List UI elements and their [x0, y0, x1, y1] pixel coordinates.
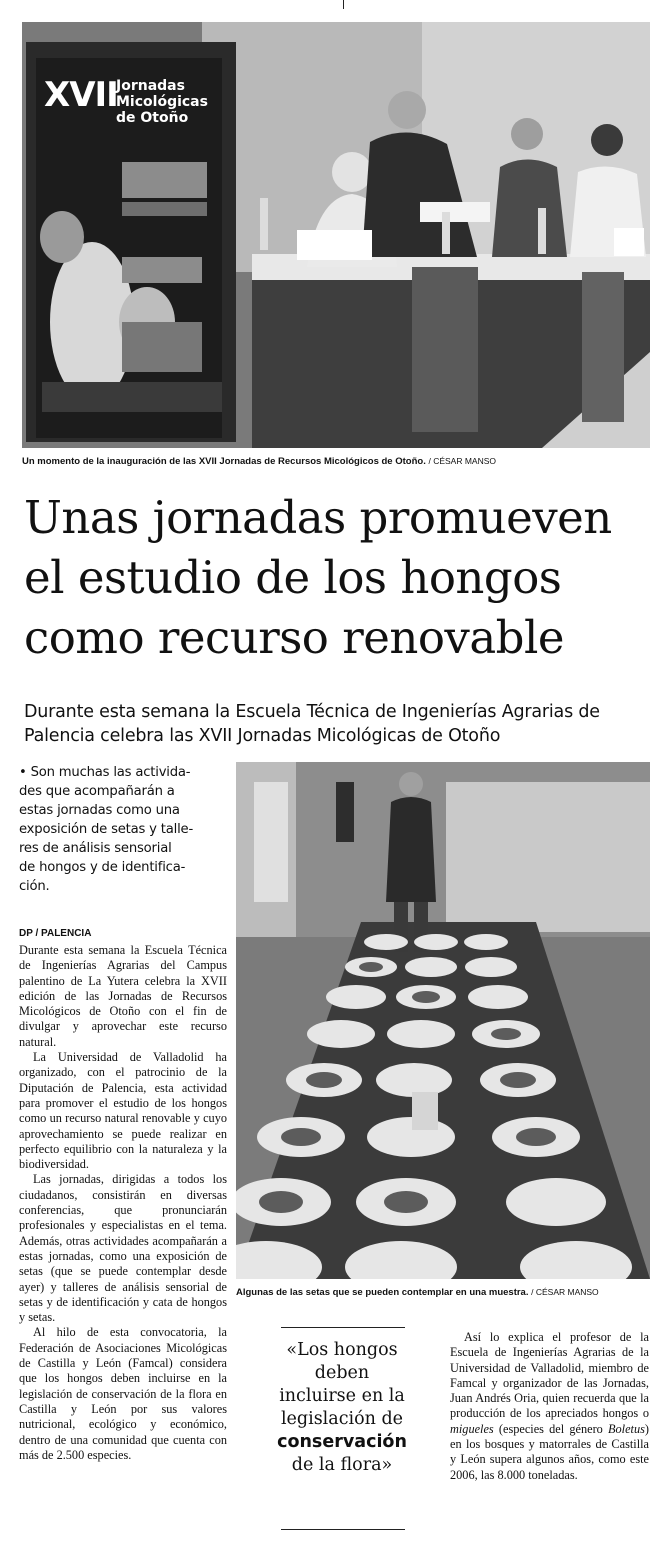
headline-line3: como recurso renovable: [24, 611, 564, 664]
bullet-line: de hongos y de identifica-: [19, 860, 186, 875]
quote-line5: conservación: [277, 1432, 407, 1452]
quote-line4: legislación de: [280, 1409, 404, 1429]
pull-quote: [258, 1339, 426, 1477]
photo1-caption-text: Un momento de la inauguración de las XVII Jornadas de Recursos Micológicos de Otoño.: [22, 456, 426, 467]
body-paragraph: Durante esta semana la Escuela Técnica de Ingenierías Agrarias del Campus palentino de La Yutera celebra la XVII edición de las Jornadas de Recursos Micológicos de Otoño con el fin de divulgar y aprovechar este recurso natural.: [19, 943, 227, 1049]
quote-line2: deben: [314, 1363, 370, 1383]
headline: [24, 488, 612, 668]
body-text: ) en los bosques y matorrales de Castilla y León supera algunos años, como este 2006, las 8.000 toneladas.: [450, 1421, 649, 1482]
subheadline: [24, 700, 600, 748]
quote-line6: de la flora»: [291, 1455, 393, 1475]
poster-title-line2: Micológicas: [116, 94, 208, 110]
headline-line2: el estudio de los hongos: [24, 551, 562, 604]
body-paragraph: Las jornadas, dirigidas a todos los ciudadanos, consistirán en diversas conferencias, que pronunciarán profesionales y especialistas en el tema. Además, otras actividades acompañarán a estas jornadas, como una exposición de setas (que se puede contemplar desde ayer) y talleres de análisis sensorial de setas y de identificación y cata de hongos y setas.: [19, 1172, 227, 1325]
photo-mushroom-exhibit: [236, 762, 650, 1279]
byline: DP / PALENCIA: [19, 928, 92, 939]
quote-line3: incluirse en la: [279, 1386, 405, 1406]
bullet-line: • Son muchas las activida-: [19, 765, 191, 780]
quote-rule-top: [281, 1327, 405, 1328]
top-mark: [343, 0, 344, 9]
quote-rule-bottom: [281, 1529, 405, 1530]
body-text-italic: Boletus: [608, 1421, 645, 1436]
bullet-line: estas jornadas como una: [19, 803, 180, 818]
body-text-italic: migueles: [450, 1421, 494, 1436]
photo2-caption: [236, 1286, 599, 1299]
body-text: Así lo explica el profesor de la Escuela de Ingenierías Agrarias de la Universidad de Valladolid, miembro de Famcal y organizador de las Jornadas, Juan Andrés Oria, quien recuerda que la producción de los apreciados hongos o: [450, 1330, 649, 1421]
body-paragraph: La Universidad de Valladolid ha organizado, con el patrocinio de la Diputación de Palencia, esta actividad para promover el estudio de los hongos como un recurso natural renovable y cuyo aprovechamiento se puede realizar en perfecto equilibrio con la naturaleza y la biodiversidad.: [19, 1050, 227, 1172]
bullet-line: res de análisis sensorial: [19, 841, 172, 856]
photo2-caption-credit: / CÉSAR MANSO: [531, 1287, 599, 1297]
photo1-caption: [22, 455, 496, 468]
poster-number: XVII: [44, 75, 118, 115]
quote-line1: «Los hongos: [286, 1340, 398, 1360]
photo1-caption-credit: / CÉSAR MANSO: [428, 456, 497, 466]
poster-title-line3: de Otoño: [116, 110, 189, 126]
body-text: (especies del género: [493, 1421, 608, 1436]
subhead-line2: Palencia celebra las XVII Jornadas Micológicas de Otoño: [24, 726, 501, 746]
bullet-line: exposición de setas y talle-: [19, 822, 194, 837]
bullet-line: ción.: [19, 879, 50, 894]
body-paragraph: Al hilo de esta convocatoria, la Federación de Asociaciones Micológicas de Castilla y León (Famcal) considera que los hongos deben incluirse en la legislación de conservación de la flora en Castilla y León por sus valores nutricional, ecológico y económico, dentro de una comunidad que cuenta con más de 2.500 especies.: [19, 1325, 227, 1462]
bullet-line: des que acompañarán a: [19, 784, 175, 799]
body-left-column: [19, 943, 227, 1463]
body-right-column: [450, 1330, 649, 1483]
summary-bullet: [19, 763, 193, 896]
headline-line1: Unas jornadas promueven: [24, 491, 612, 544]
photo2-caption-text: Algunas de las setas que se pueden contemplar en una muestra.: [236, 1287, 529, 1298]
subhead-line1: Durante esta semana la Escuela Técnica de Ingenierías Agrarias de: [24, 702, 600, 722]
poster-title-line1: Jornadas: [116, 78, 185, 94]
body-paragraph: [450, 1330, 649, 1483]
photo-inauguration: [22, 22, 650, 448]
